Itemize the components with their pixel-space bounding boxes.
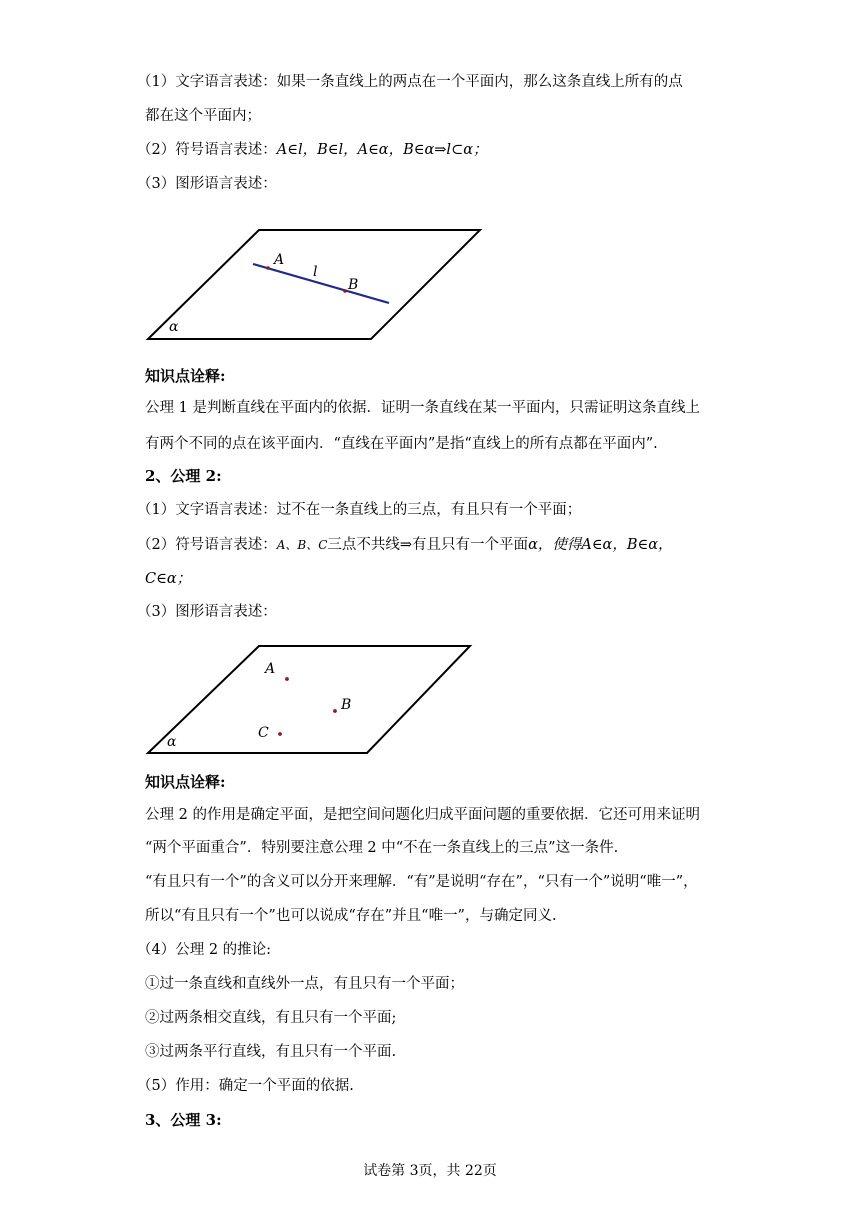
page-footer: 试卷第 3页，共 22页 [363, 1163, 497, 1179]
corollary-3: ③过两条平行直线，有且只有一个平面. [145, 1044, 397, 1060]
point-c-dot-2 [278, 732, 282, 736]
axiom3-heading: 3、公理 3: [145, 1111, 222, 1129]
axiom2-symbol-cont: C∈α； [145, 571, 192, 587]
corollary-2: ②过两条相交直线，有且只有一个平面; [145, 1010, 397, 1026]
note1-para-line2: 有两个不同的点在该平面内．“直线在平面内”是指“直线上的所有点都在平面内”. [145, 436, 658, 452]
axiom2-text-line1: （1）文字语言表述：过不在一条直线上的三点，有且只有一个平面； [137, 502, 582, 518]
label-b: B [348, 277, 359, 293]
label-b-2: B [341, 697, 352, 713]
label-a-2: A [265, 661, 276, 677]
note2-p2-line1: “有且只有一个”的含义可以分开来理解．“有”是说明“存在”，“只有一个”说明“唯一”， [145, 874, 698, 890]
axiom1-figure-caption: （3）图形语言表述： [137, 176, 277, 192]
note2-p1-line1: 公理 2 的作用是确定平面，是把空间问题化归成平面问题的重要依据．它还可用来证明 [145, 807, 700, 823]
axiom2-figure-caption: （3）图形语言表述： [137, 604, 277, 620]
note1-para-line1: 公理 1 是判断直线在平面内的依据．证明一条直线在某一平面内，只需证明这条直线上 [145, 400, 700, 416]
note1-heading: 知识点诠释: [145, 367, 226, 385]
axiom1-symbol-formula: A∈l，B∈l，A∈α，B∈α⇒l⊂α； [276, 142, 488, 158]
label-c-2: C [258, 725, 269, 741]
note2-p1-line2: “两个平面重合”．特别要注意公理 2 中“不在一条直线上的三点”这一条件. [145, 840, 619, 856]
axiom2-heading: 2、公理 2: [145, 467, 222, 485]
axiom2-membership: α，使得A∈α，B∈α， [528, 537, 673, 553]
label-a: A [274, 252, 285, 268]
label-alpha: α [169, 319, 179, 335]
note2-heading: 知识点诠释: [145, 773, 226, 791]
axiom2-symbol-prefix: （2）符号语言表述： [137, 537, 277, 553]
label-l: l [313, 264, 318, 280]
plane-alpha-parallelogram-2 [148, 646, 470, 753]
point-b-dot-2 [333, 709, 337, 713]
axiom2-noncollinear: 三点不共线⇒有且只有一个平面 [327, 537, 529, 553]
note2-item5: （5）作用：确定一个平面的依据. [137, 1078, 354, 1094]
axiom1-symbol-prefix: （2）符号语言表述： [137, 142, 277, 158]
point-a-dot-2 [285, 677, 289, 681]
axiom1-text-line1: （1）文字语言表述：如果一条直线上的两点在一个平面内，那么这条直线上所有的点 [137, 74, 683, 90]
axiom1-text-line1-cont: 都在这个平面内； [145, 108, 261, 124]
note2-p2-line2: 所以“有且只有一个”也可以说成“存在”并且“唯一”，与确定同义. [145, 908, 557, 924]
note2-item4: （4）公理 2 的推论: [137, 942, 272, 958]
label-alpha-2: α [167, 734, 177, 750]
corollary-1: ①过一条直线和直线外一点，有且只有一个平面； [145, 976, 464, 992]
axiom2-points: A、B、C [276, 538, 328, 552]
